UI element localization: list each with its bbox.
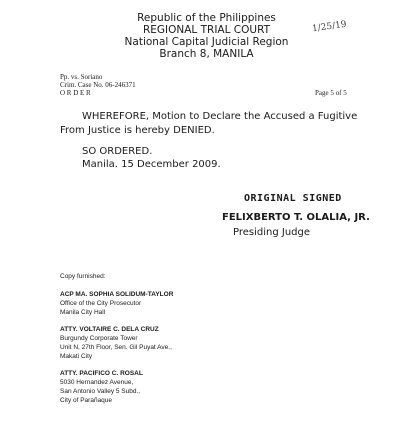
case-number: Crim. Case No. 06-246371	[60, 81, 136, 89]
judge-name: FELIXBERTO T. OLALIA, JR.	[222, 212, 370, 223]
recipient-1-line-1: Office of the City Prosecutor	[60, 300, 142, 307]
recipient-2-line-3: Makati City	[60, 353, 93, 360]
original-signed-stamp: ORIGINAL SIGNED	[244, 193, 342, 204]
place-date: Manila. 15 December 2009.	[82, 159, 221, 170]
recipient-3-line-3: City of Parañaque	[60, 397, 113, 404]
wherefore-line-2: From Justice is hereby DENIED.	[60, 125, 215, 136]
wherefore-line-1: WHEREFORE, Motion to Declare the Accused a Fugitive	[82, 111, 358, 122]
handwritten-stamp: 1/25/19	[311, 19, 348, 35]
header-court: REGIONAL TRIAL COURT	[142, 24, 271, 36]
copy-furnished-label: Copy furnished:	[60, 273, 106, 280]
recipient-3-line-1: 5030 Hernandez Avenue,	[60, 379, 134, 386]
so-ordered: SO ORDERED.	[82, 146, 153, 157]
header-branch: Branch 8, MANILA	[159, 48, 254, 60]
page-number: Page 5 of 5	[315, 89, 347, 97]
recipient-2-line-2: Unit N, 27th Floor, Sen. Gil Puyat Ave.,	[60, 344, 172, 351]
header-republic: Republic of the Philippines	[137, 12, 276, 24]
recipient-1-name: ACP MA. SOPHIA SOLIDUM-TAYLOR	[60, 291, 174, 298]
recipient-1-line-2: Manila City Hall	[60, 309, 106, 316]
recipient-2-line-1: Burgundy Corporate Tower	[60, 335, 138, 342]
case-parties: Pp. vs. Soriano	[60, 73, 103, 81]
recipient-3-line-2: San Antonio Valley 5 Subd.,	[60, 388, 141, 395]
header-region: National Capital Judicial Region	[124, 36, 289, 48]
recipient-2-name: ATTY. VOLTAIRE C. DELA CRUZ	[60, 326, 159, 333]
recipient-3-name: ATTY. PACIFICO C. ROSAL	[60, 370, 143, 377]
document-type: O R D E R	[60, 89, 91, 97]
judge-title: Presiding Judge	[233, 227, 311, 238]
